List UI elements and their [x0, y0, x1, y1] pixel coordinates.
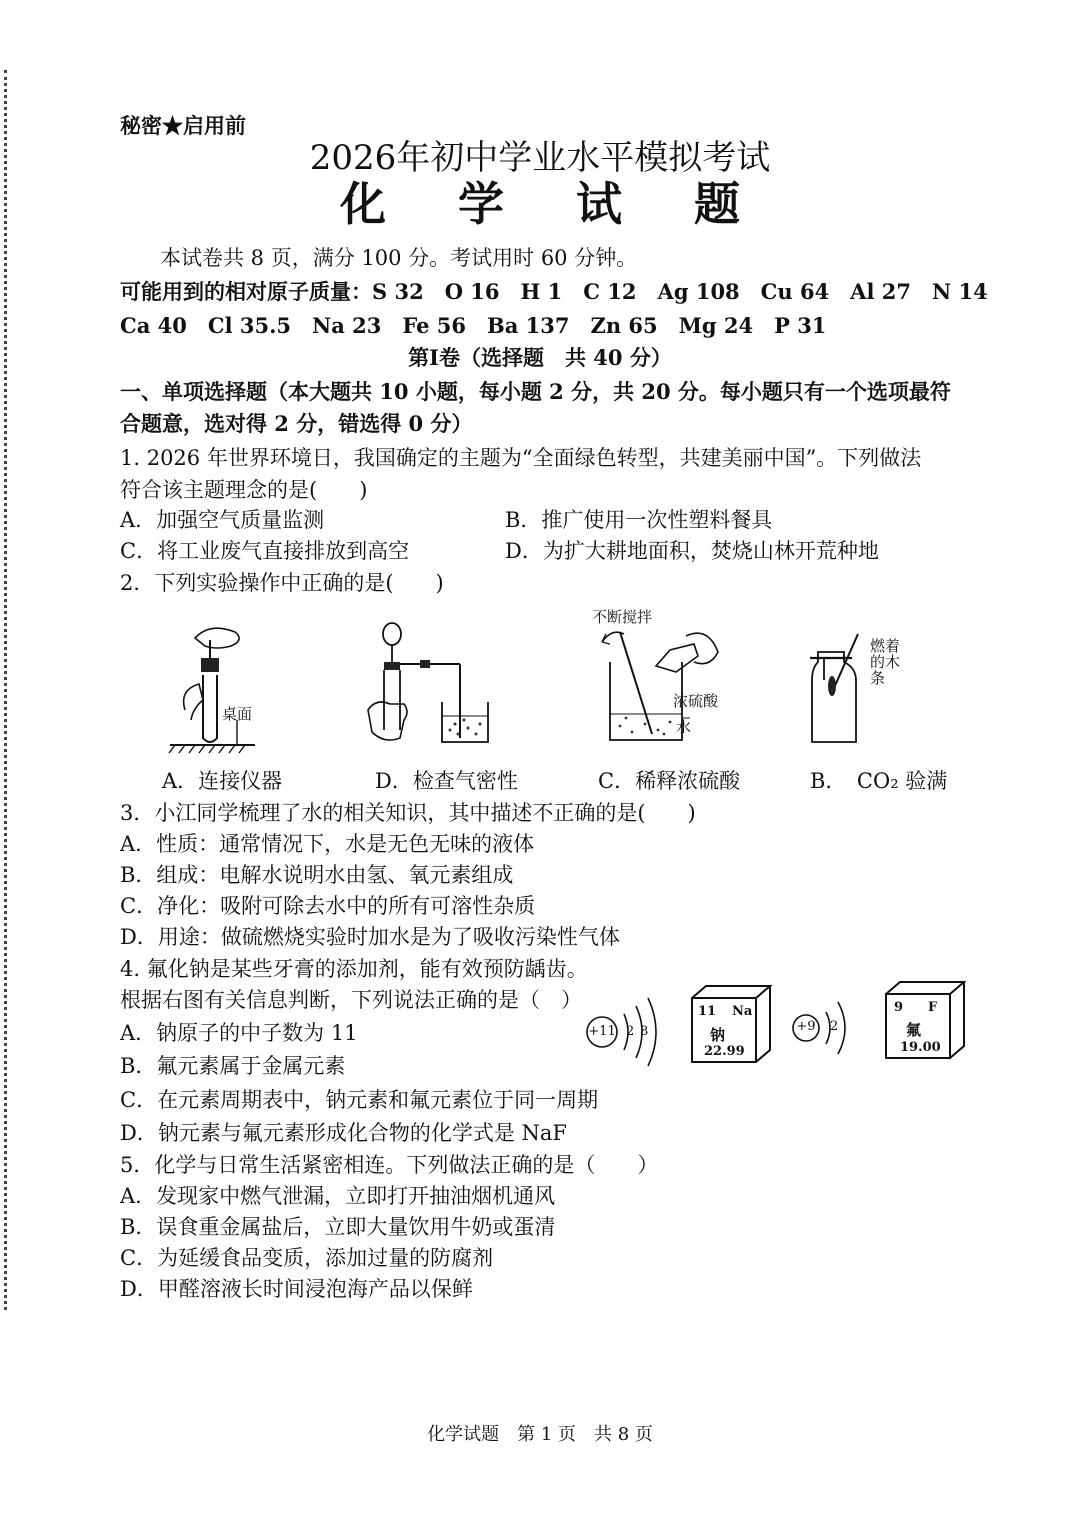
label-burning-stick-line-1: 燃着	[870, 637, 901, 655]
label-burning-stick-line-3: 条	[870, 669, 886, 687]
label-water: 水	[676, 718, 692, 736]
fluorine-shell-1: 2	[830, 1019, 839, 1034]
label-acid: 浓硫酸	[673, 692, 719, 710]
q2-caption-b: B． CO₂ 验满	[810, 769, 948, 793]
q3-option-a: A．性质：通常情况下，水是无色无味的液体	[120, 832, 535, 856]
q2-caption-c: C．稀释浓硫酸	[598, 769, 741, 793]
q4-option-a: A．钠原子的中子数为 11	[120, 1021, 358, 1045]
sodium-nucleus: +11	[588, 1024, 616, 1039]
volume-title: 第Ⅰ卷（选择题 共 40 分）	[408, 345, 672, 370]
fluorine-atomic-number: 9	[894, 1000, 904, 1015]
atomic-mass-line-1: 可能用到的相对原子质量：S 32 O 16 H 1 C 12 Ag 108 Cu 64 Al 27 N 14	[120, 279, 988, 304]
page-footer: 化学试题 第 1 页 共 8 页	[427, 1424, 653, 1445]
fluorine-nucleus: +9	[796, 1019, 816, 1034]
sodium-name: 钠	[710, 1026, 726, 1044]
q5-option-b: B．误食重金属盐后，立即大量饮用牛奶或蛋清	[120, 1215, 556, 1239]
q4-option-c: C．在元素周期表中，钠元素和氟元素位于同一周期	[120, 1088, 599, 1112]
sodium-shell-2: 8	[640, 1024, 649, 1039]
q1-stem-line-1: 1. 2026 年世界环境日，我国确定的主题为“全面绿色转型，共建美丽中国”。下列做法	[120, 446, 922, 470]
q4-option-d: D．钠元素与氟元素形成化合物的化学式是 NaF	[120, 1121, 567, 1145]
figure-dilute-sulfuric-acid	[590, 622, 730, 747]
q1-option-d: D．为扩大耕地面积，焚烧山林开荒种地	[505, 539, 879, 563]
sodium-atomic-number: 11	[698, 1004, 717, 1019]
q5-stem: 5．化学与日常生活紧密相连。下列做法正确的是（ ）	[120, 1153, 659, 1177]
secret-label: 秘密★启用前	[120, 113, 246, 138]
atomic-mass-line-2: Ca 40 Cl 35.5 Na 23 Fe 56 Ba 137 Zn 65 Mg 24 P 31	[120, 313, 827, 338]
section-heading-line-1: 一、单项选择题（本大题共 10 小题，每小题 2 分，共 20 分。每小题只有一个选项最符	[120, 379, 951, 404]
label-burning-stick-line-2: 的木	[870, 653, 901, 671]
q1-option-a: A．加强空气质量监测	[120, 508, 325, 532]
q5-option-d: D．甲醛溶液长时间浸泡海产品以保鲜	[120, 1277, 473, 1301]
fluorine-symbol: F	[928, 1000, 938, 1015]
q3-option-c: C．净化：吸附可除去水中的所有可溶性杂质	[120, 894, 536, 918]
q4-stem-line-2: 根据右图有关信息判断，下列说法正确的是（ ）	[120, 988, 582, 1012]
label-burning-stick	[870, 638, 900, 686]
q2-stem: 2．下列实验操作中正确的是( )	[120, 571, 444, 595]
q2-caption-d: D．检查气密性	[375, 769, 518, 793]
fluorine-name: 氟	[906, 1021, 922, 1039]
intro-pages: 本试卷共 8 页，满分 100 分。考试用时 60 分钟。	[160, 246, 638, 270]
q3-stem: 3．小江同学梳理了水的相关知识，其中描述不正确的是( )	[120, 801, 696, 825]
q5-option-a: A．发现家中燃气泄漏，立即打开抽油烟机通风	[120, 1184, 556, 1208]
fluorine-atomic-mass: 19.00	[900, 1040, 941, 1055]
q3-option-b: B．组成：电解水说明水由氢、氧元素组成	[120, 863, 514, 887]
exam-title: 2026年初中学业水平模拟考试	[309, 138, 771, 178]
sodium-symbol: Na	[732, 1004, 753, 1019]
figure-connect-instruments	[165, 620, 275, 760]
q4-stem-line-1: 4. 氟化钠是某些牙膏的添加剂，能有效预防龋齿。	[120, 957, 588, 981]
q1-stem-line-2: 符合该主题理念的是( )	[120, 478, 368, 502]
sodium-atomic-mass: 22.99	[704, 1044, 745, 1059]
label-stir: 不断搅拌	[592, 608, 653, 626]
q3-option-d: D．用途：做硫燃烧实验时加水是为了吸收污染性气体	[120, 925, 620, 949]
q2-caption-a: A．连接仪器	[162, 769, 283, 793]
q1-option-b: B．推广使用一次性塑料餐具	[505, 508, 773, 532]
q4-option-b: B．氟元素属于金属元素	[120, 1054, 346, 1078]
subject-title: 化 学 试 题	[339, 177, 769, 231]
section-heading-line-2: 合题意，选对得 2 分，错选得 0 分）	[120, 411, 473, 436]
label-desk: 桌面	[222, 705, 253, 723]
q5-option-c: C．为延缓食品变质，添加过量的防腐剂	[120, 1246, 494, 1270]
q1-option-c: C．将工业废气直接排放到高空	[120, 539, 410, 563]
figure-check-airtightness	[360, 620, 500, 755]
figure-co2-full-check	[800, 632, 870, 750]
sodium-shell-1: 2	[626, 1024, 635, 1039]
